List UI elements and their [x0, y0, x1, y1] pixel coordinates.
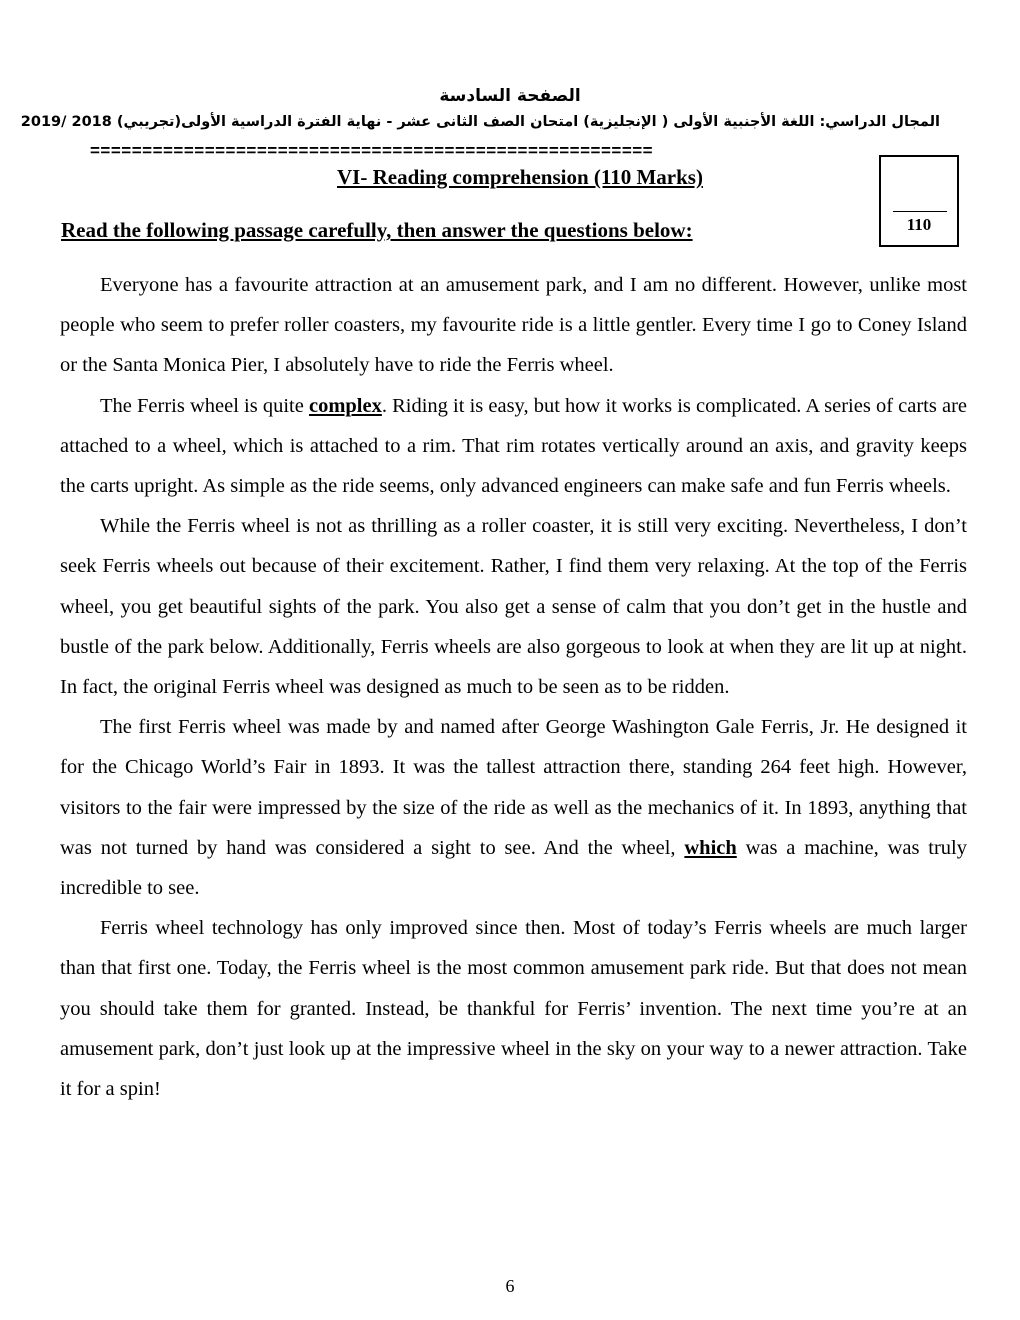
marks-total: 110: [906, 215, 932, 234]
marks-box: [879, 155, 959, 247]
paragraph-4-text-end: was a machine, was truly incredible to see.: [60, 836, 967, 900]
passage-paragraph-1: Everyone has a favourite attraction at an amusement park, and I am no different. However, unlike most people who seem to prefer roller coasters, my favourite ride is a little gentler. Every time I go to Coney Island or the Santa Monica Pier, I absolutely have to ride the Ferris wheel.: [60, 274, 967, 377]
header-separator: ======================================================: [90, 141, 654, 160]
passage-paragraph-4: [60, 707, 967, 908]
reading-passage: [60, 265, 967, 1109]
passage-paragraph-5: Ferris wheel technology has only improved since then. Most of today’s Ferris wheels are much larger than that first one. Today, the Ferris wheel is the most common amusement park ride. But that does not mean you should take them for granted. Instead, be thankful for Ferris’ invention. The next time you’re at an amusement park, don’t just look up at the impressive wheel in the sky on your way to a newer attraction. Take it for a spin!: [60, 917, 967, 1101]
exam-subtitle-arabic: المجال الدراسي: اللغة الأجنبية الأولى ( الإنجليزية) امتحان الصف الثانى عشر - نهاية الفترة الدراسية الأولى(تجريبي) 2018 /2019: [20, 114, 940, 130]
paragraph-2-text-end: . Riding it is easy, but how it works is complicated. A series of carts are attached to a wheel, which is attached to a rim. That rim rotates vertically around an axis, and gravity keeps the carts upright. As simple as the ride seems, only advanced engineers can make safe and fun Ferris wheels.: [60, 394, 968, 498]
passage-paragraph-3: While the Ferris wheel is not as thrilling as a roller coaster, it is still very exciting. Nevertheless, I don’t seek Ferris wheels out because of their excitement. Rather, I find them very relaxing. At the top of the Ferris wheel, you get beautiful sights of the park. You also get a sense of calm that you don’t get in the hustle and bustle of the park below. Additionally, Ferris wheels are also gorgeous to look at when they are lit up at night. In fact, the original Ferris wheel was designed as much to be seen as to be ridden.: [60, 515, 967, 699]
section-title: VI- Reading comprehension (110 Marks): [337, 165, 703, 189]
keyword-complex: complex: [308, 394, 382, 417]
marks-score-line: [893, 211, 947, 212]
passage-paragraph-2: [60, 386, 967, 507]
paragraph-4-text-start: The first Ferris wheel was made by and named after George Washington Gale Ferris, Jr. He designed it for the Chicago World’s Fair in 1893. It was the tallest attraction there, standing 264 feet high. However, visitors to the fair were impressed by the size of the ride as well as the mechanics of it. In 1893, anything that was not turned by hand was considered a sight to see. And the wheel,: [60, 716, 967, 859]
keyword-which: which: [684, 836, 737, 859]
page-number: 6: [505, 1276, 515, 1296]
paragraph-2-text-start: The Ferris wheel is quite: [100, 394, 309, 417]
page-label-arabic: الصفحة السادسة: [439, 86, 581, 106]
instruction-text: Read the following passage carefully, then answer the questions below:: [61, 218, 693, 242]
